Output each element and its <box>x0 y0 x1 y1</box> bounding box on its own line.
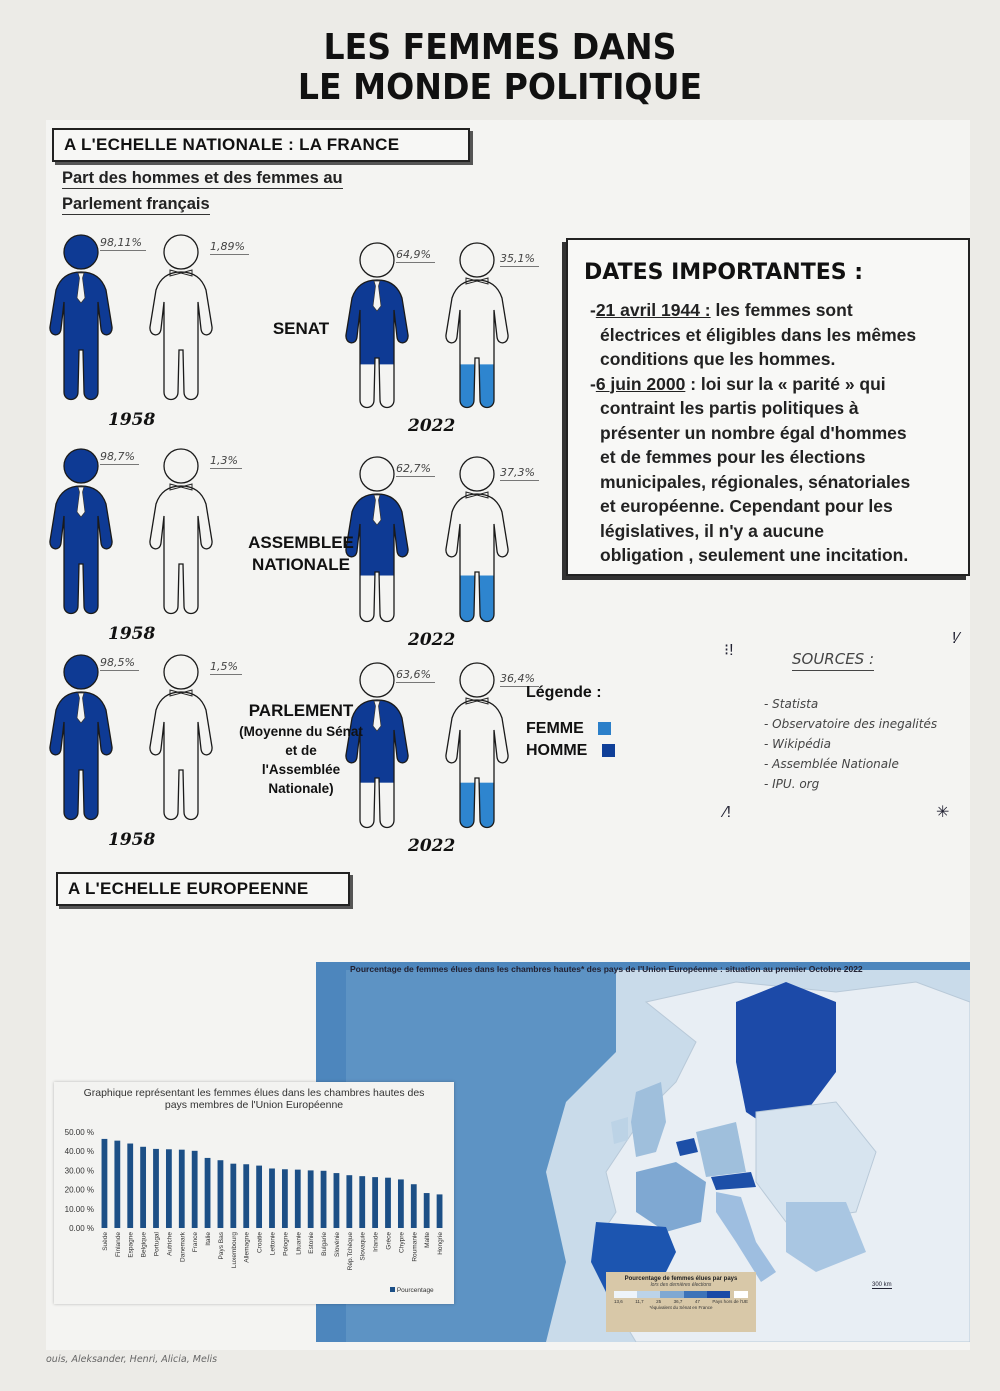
title-line-2: LE MONDE POLITIQUE <box>297 67 703 108</box>
figure-woman-1958 <box>148 652 214 822</box>
bar <box>256 1166 262 1228</box>
figure-man-1958 <box>48 652 114 822</box>
source-item: - Wikipédia <box>764 737 831 751</box>
map-legend-swatch <box>660 1291 683 1298</box>
dates-body <box>590 298 962 568</box>
year-2022: 2022 <box>408 836 456 856</box>
bar <box>179 1150 185 1228</box>
sparkle-icon: ⁝! <box>724 642 734 659</box>
bar <box>153 1149 159 1228</box>
legend-label: HOMME <box>526 742 588 759</box>
x-tick-label: Portugal <box>153 1232 161 1257</box>
y-tick-label: 20.00 % <box>64 1185 94 1195</box>
title-line-1: LES FEMMES DANS <box>323 27 677 68</box>
map-legend-sub: lors des dernières élections <box>650 1282 712 1288</box>
bar <box>398 1179 404 1228</box>
x-tick-label: Malte <box>424 1232 432 1248</box>
x-tick-label: Slovénie <box>333 1232 341 1257</box>
chart-title-line-1: Graphique représentant les femmes élues dans les chambres hautes des <box>83 1087 425 1099</box>
x-tick-label: Estonie <box>308 1232 316 1254</box>
man-figure-icon <box>48 232 114 402</box>
pct-men-1958: 98,7% <box>100 450 139 465</box>
bar <box>321 1171 327 1228</box>
bar <box>437 1194 443 1228</box>
x-tick-label: Espagne <box>127 1232 135 1258</box>
y-tick-label: 10.00 % <box>64 1204 94 1214</box>
source-item: - Observatoire des inegalités <box>764 717 938 731</box>
bar <box>424 1193 430 1228</box>
map-title: Pourcentage de femmes élues dans les chambres hautes* des pays de l'Union Européenne : situation au premier Octobre 2022 <box>350 964 863 974</box>
bar <box>166 1149 172 1228</box>
date-item-2-line-7: obligation , seulement une incitation. <box>600 545 909 565</box>
date-item-1-line-2: conditions que les hommes. <box>600 349 836 369</box>
x-tick-label: Danemark <box>179 1232 187 1262</box>
national-subtitle-line-1: Part des hommes et des femmes au <box>62 169 343 187</box>
man-figure-icon <box>48 446 114 616</box>
sources-list <box>764 694 937 794</box>
dates-heading: DATES IMPORTANTES : <box>584 260 864 285</box>
legend-item-homme <box>526 742 615 760</box>
chamber-note-line: l'Assemblée <box>261 762 341 777</box>
bar <box>205 1158 211 1228</box>
figure-woman-1958 <box>148 446 214 616</box>
pct-women-1958: 1,3% <box>210 454 242 469</box>
date-item-2-line-3: et de femmes pour les élections <box>600 447 866 467</box>
sparkle-icon: ⁄! <box>724 804 732 821</box>
sources-heading: SOURCES : <box>792 650 874 671</box>
y-tick-label: 50.00 % <box>64 1128 94 1137</box>
date-item-2-line-1: contraint les partis politiques à <box>600 398 859 418</box>
map-legend-swatch <box>637 1291 660 1298</box>
pct-women-2022: 37,3% <box>500 466 539 481</box>
bar <box>359 1176 365 1228</box>
legend-label: FEMME <box>526 720 584 737</box>
chamber-name: ASSEMBLEE <box>248 533 354 552</box>
chamber-note-line: (Moyenne du Sénat <box>239 724 363 739</box>
pct-women-1958: 1,89% <box>210 240 249 255</box>
pct-men-1958: 98,5% <box>100 656 139 671</box>
date-item-2-text: : loi sur la « parité » qui <box>685 373 886 394</box>
x-tick-label: Irlande <box>372 1232 380 1252</box>
chamber-note-line: et de <box>285 743 317 758</box>
bar <box>192 1151 198 1228</box>
date-item-2-line-2: présenter un nombre égal d'hommes <box>600 422 907 443</box>
bar <box>218 1160 224 1228</box>
map-legend-ticks <box>614 1299 748 1304</box>
pct-women-2022: 35,1% <box>500 252 539 267</box>
map-legend-tick: 11,7 <box>635 1299 644 1304</box>
pct-men-1958: 98,11% <box>100 236 146 251</box>
map-legend-title: Pourcentage de femmes élues par pays <box>624 1276 738 1282</box>
bar <box>411 1184 417 1228</box>
y-tick-label: 40.00 % <box>64 1147 94 1157</box>
year-1958: 1958 <box>108 624 156 644</box>
x-tick-label: Croatie <box>256 1232 264 1253</box>
x-tick-label: Lituanie <box>295 1232 303 1255</box>
legend-swatch <box>598 722 611 735</box>
date-item-2-line-5: et européenne. Cependant pour les <box>600 496 893 516</box>
map-legend-swatch <box>684 1291 707 1298</box>
sources-block <box>720 630 980 836</box>
figure-woman-1958 <box>148 232 214 402</box>
x-tick-label: Italie <box>205 1232 213 1246</box>
woman-figure-icon <box>148 232 214 402</box>
map-legend-tick: Pays hors de l'UE <box>712 1299 748 1304</box>
x-tick-label: Rép.Tchèque <box>346 1232 354 1271</box>
legend-swatch <box>602 744 615 757</box>
chamber-name: PARLEMENT <box>248 701 354 720</box>
y-tick-label: 30.00 % <box>64 1166 94 1176</box>
year-2022: 2022 <box>408 630 456 650</box>
national-subtitle <box>62 165 343 217</box>
x-tick-label: Allemagne <box>243 1232 251 1263</box>
x-tick-label: Pologne <box>282 1232 290 1256</box>
chamber-label <box>226 318 376 340</box>
x-tick-label: Suède <box>101 1232 109 1251</box>
pct-women-1958: 1,5% <box>210 660 242 675</box>
sparkle-icon: !⁄ <box>952 630 960 647</box>
date-item-1: -21 avril 1944 : les femmes sont <box>590 300 853 320</box>
source-item: - Statista <box>764 697 819 711</box>
bar <box>114 1141 120 1228</box>
year-2022: 2022 <box>408 416 456 436</box>
map-legend-note: *équivalent du Sénat en France <box>649 1305 713 1310</box>
bar <box>346 1175 352 1228</box>
map-legend <box>606 1272 756 1332</box>
x-tick-label: Luxembourg <box>230 1232 238 1269</box>
map-legend-tick: 47 <box>694 1299 700 1304</box>
national-subtitle-line-2: Parlement français <box>62 195 210 213</box>
chart-legend-label: Pourcentage <box>396 1287 434 1294</box>
x-tick-label: Finlande <box>114 1232 122 1257</box>
date-item-1-text: les femmes sont <box>710 300 853 320</box>
chamber-label <box>226 532 376 576</box>
date-item-1-line-1: électrices et éligibles dans les mêmes <box>600 324 917 345</box>
map-legend-tick: 36,7 <box>673 1299 683 1304</box>
map-legend-tick: 13,6 <box>614 1299 623 1304</box>
chamber-name-line-2: NATIONALE <box>252 555 350 574</box>
bar <box>282 1169 288 1228</box>
year-1958: 1958 <box>108 830 156 850</box>
figure-man-1958 <box>48 232 114 402</box>
date-item-2-label: 6 juin 2000 <box>595 373 686 394</box>
national-header: A L'ECHELLE NATIONALE : LA FRANCE <box>52 128 470 162</box>
pct-men-2022: 63,6% <box>396 668 435 683</box>
bar <box>230 1164 236 1228</box>
x-tick-label: Hongrie <box>437 1232 445 1255</box>
legend-item-femme <box>526 720 615 738</box>
bar <box>127 1144 133 1228</box>
map-scale: 300 km <box>872 1282 892 1288</box>
chamber-note-line: Nationale) <box>268 781 334 796</box>
pct-men-2022: 62,7% <box>396 462 435 477</box>
eu-bar-chart <box>54 1082 454 1304</box>
x-tick-label: Roumanie <box>411 1232 419 1262</box>
map-legend-scale <box>614 1291 748 1298</box>
map-legend-swatch <box>734 1291 748 1298</box>
bar-chart-svg <box>54 1082 454 1304</box>
x-tick-label: Lettonie <box>269 1232 277 1256</box>
date-item-2-line-4: municipales, régionales, sénatoriales <box>600 471 911 492</box>
chart-legend-swatch <box>390 1287 395 1292</box>
source-item: - Assemblée Nationale <box>764 757 899 771</box>
x-tick-label: Autriche <box>166 1232 174 1256</box>
pct-men-2022: 64,9% <box>396 248 435 263</box>
bar <box>269 1168 275 1228</box>
figure-man-1958 <box>48 446 114 616</box>
bar <box>295 1170 301 1228</box>
legend <box>526 684 615 760</box>
woman-figure-icon <box>148 652 214 822</box>
date-item-2: -6 juin 2000 : loi sur la « parité » qui <box>590 373 886 394</box>
map-legend-tick: 25 <box>656 1299 662 1304</box>
dates-box <box>566 238 970 576</box>
bar <box>334 1173 340 1228</box>
sparkle-icon: ✳ <box>936 804 950 821</box>
author-signature: ouis, Aleksander, Henri, Alicia, Melis <box>46 1354 218 1365</box>
chart-title-line-2: pays membres de l'Union Européenne <box>164 1099 344 1111</box>
date-item-1-label: 21 avril 1944 : <box>595 300 711 320</box>
x-tick-label: France <box>192 1232 200 1253</box>
source-item: - IPU. org <box>764 777 820 791</box>
x-tick-label: Grèce <box>385 1232 393 1250</box>
x-tick-label: Pays Bas <box>217 1232 225 1260</box>
x-tick-label: Belgique <box>140 1232 148 1258</box>
map-legend-swatch <box>707 1291 730 1298</box>
year-1958: 1958 <box>108 410 156 430</box>
x-tick-label: Slovaquie <box>359 1232 367 1261</box>
x-tick-label: Chypre <box>398 1232 406 1253</box>
woman-figure-icon <box>148 446 214 616</box>
bar <box>243 1164 249 1228</box>
bar <box>308 1170 314 1228</box>
bar <box>102 1139 108 1228</box>
y-tick-label: 0.00 % <box>69 1224 94 1233</box>
map-legend-swatch <box>614 1291 637 1298</box>
pct-women-2022: 36,4% <box>500 672 539 687</box>
european-header: A L'ECHELLE EUROPEENNE <box>56 872 350 906</box>
bar <box>385 1178 391 1228</box>
bar <box>372 1177 378 1228</box>
bar <box>140 1147 146 1228</box>
chamber-label <box>226 700 376 798</box>
legend-title: Légende : <box>526 684 602 701</box>
page-title <box>0 28 1000 108</box>
date-item-2-line-6: législatives, il n'y a aucune <box>600 520 824 541</box>
man-figure-icon <box>48 652 114 822</box>
chart-legend <box>390 1287 434 1294</box>
x-tick-label: Bulgarie <box>321 1232 329 1256</box>
chamber-name: SENAT <box>272 319 330 338</box>
